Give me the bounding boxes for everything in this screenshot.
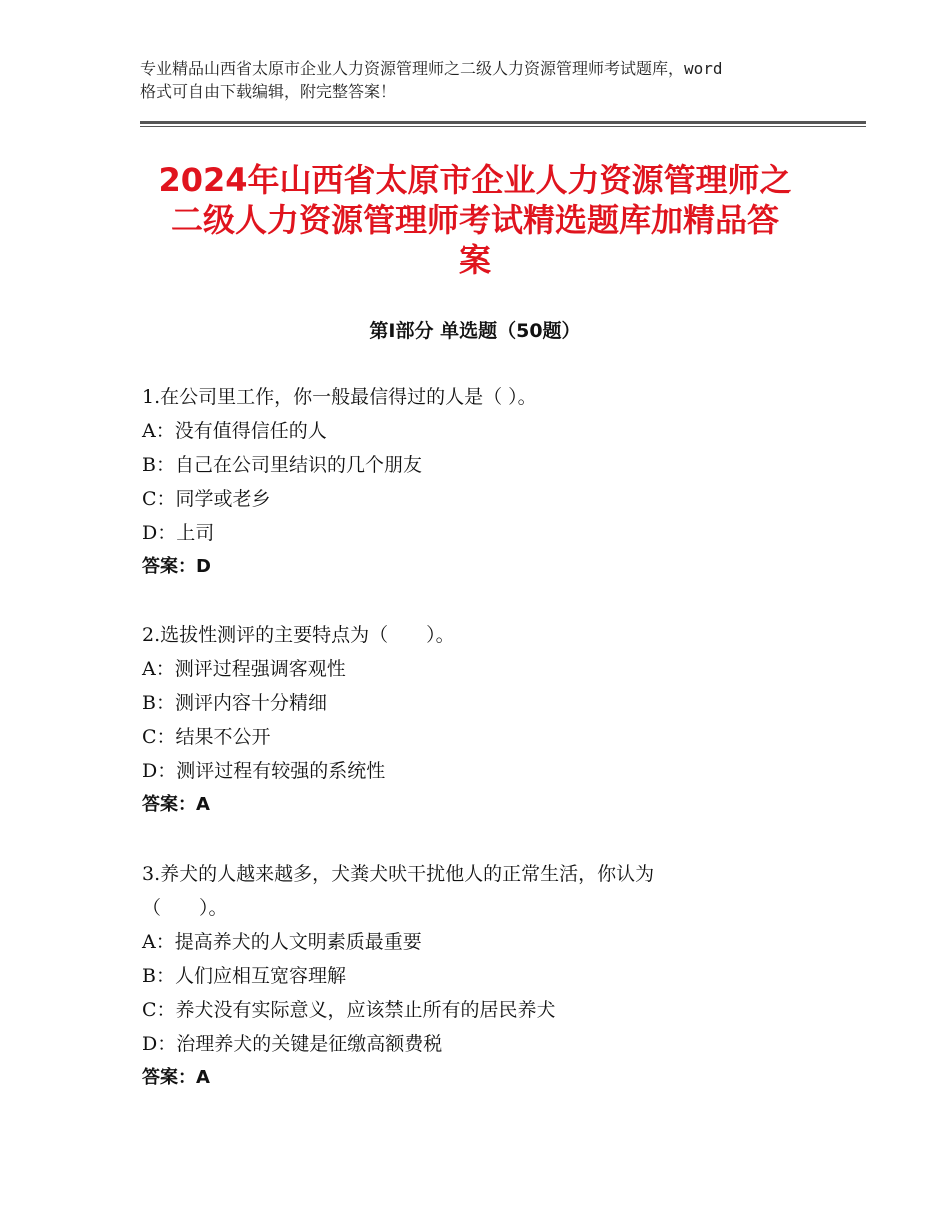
header-note [140,57,830,103]
document-title-line: 二级人力资源管理师考试精选题库加精品答 [170,201,779,239]
header-note-line: 格式可自由下载编辑，附完整答案！ [140,82,397,101]
document-title-line: 案 [458,241,491,279]
option-c: C：结果不公开 [142,726,271,748]
option-a: A：没有值得信任的人 [142,420,327,442]
option-a: A：提高养犬的人文明素质最重要 [142,931,422,953]
document-title [100,160,850,280]
header-note-line: 专业精品山西省太原市企业人力资源管理师之二级人力资源管理师考试题库，word [140,59,723,78]
question-2 [142,618,862,822]
question-stem-continuation: （ ）。 [142,897,228,919]
option-b: B：自己在公司里结识的几个朋友 [142,454,422,476]
option-b: B：人们应相互宽容理解 [142,965,346,987]
option-d: D：治理养犬的关键是征缴高额费税 [142,1033,443,1055]
option-d: D：上司 [142,522,215,544]
question-3 [142,857,862,1095]
answer-label: 答案：A [142,1067,210,1088]
option-c: C：养犬没有实际意义，应该禁止所有的居民养犬 [142,999,556,1021]
option-d: D：测评过程有较强的系统性 [142,760,386,782]
option-a: A：测评过程强调客观性 [142,658,346,680]
option-c: C：同学或老乡 [142,488,271,510]
option-b: B：测评内容十分精细 [142,692,327,714]
answer-label: 答案：D [142,556,211,577]
document-title-line: 2024年山西省太原市企业人力资源管理师之 [158,161,792,199]
section-title: 第Ⅰ部分 单选题（50题） [369,320,581,342]
answer-label: 答案：A [142,794,210,815]
question-stem: 3.养犬的人越来越多，犬粪犬吠干扰他人的正常生活，你认为 [142,863,655,885]
question-1 [142,380,862,584]
header-divider-thin [140,126,866,127]
question-stem: 1.在公司里工作，你一般最信得过的人是（ ）。 [142,386,537,408]
header-divider-thick [140,121,866,124]
question-stem: 2.选拔性测评的主要特点为（ ）。 [142,624,455,646]
